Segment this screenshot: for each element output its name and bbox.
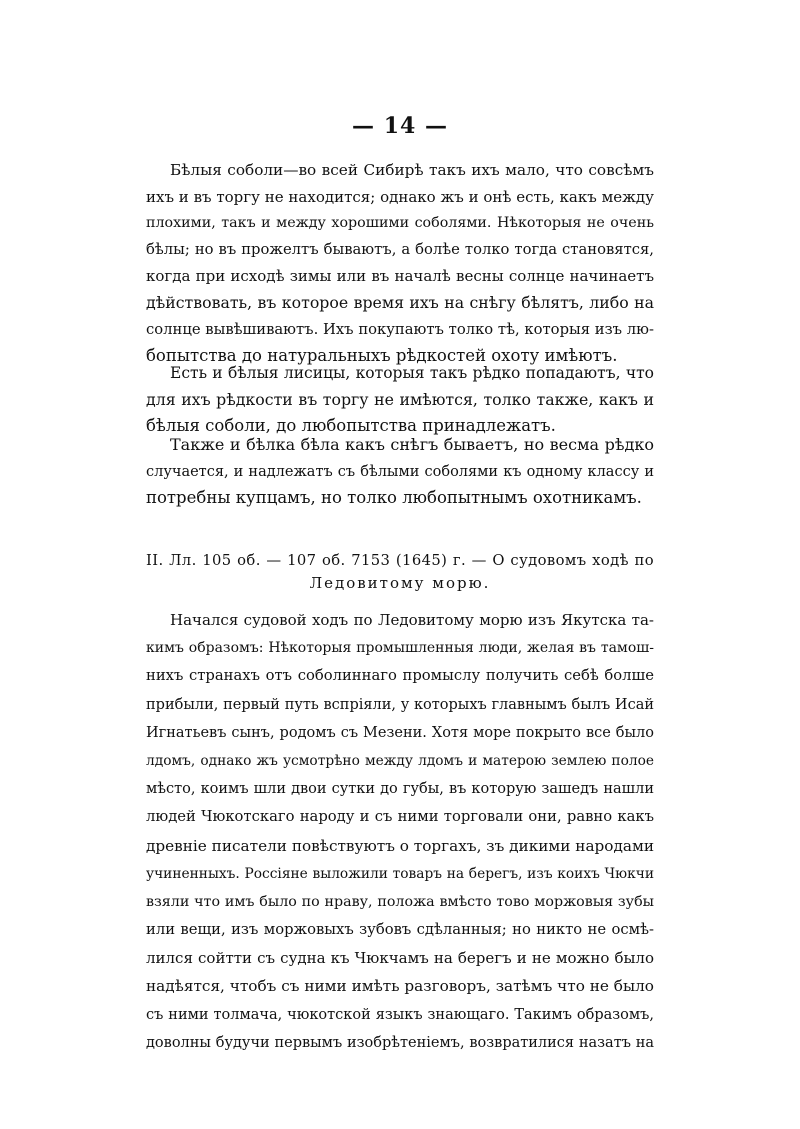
section-heading-line: Ледовитому морю. bbox=[309, 574, 491, 592]
paragraph-line: нихъ странахъ отъ соболиннаго промыслу получить себѣ болше bbox=[146, 667, 654, 685]
paragraph-line: Бѣлыя соболи—во всей Сибирѣ такъ ихъ мало, что совсѣмъ bbox=[170, 161, 654, 179]
paragraph-arctic-voyage bbox=[146, 606, 654, 1057]
paragraph-line: съ ними толмача, чюкотской языкъ знающаго. Такимъ образомъ, bbox=[146, 1006, 654, 1023]
page-number: — 14 — bbox=[352, 113, 448, 139]
paragraph-line: прибыли, первый путь вспріяли, у которыхъ главнымъ былъ Исай bbox=[146, 696, 654, 713]
paragraph-line: учиненныхъ. Россіяне выложили товаръ на берегъ, изъ коихъ Чюкчи bbox=[146, 865, 654, 882]
paragraph-line: плохими, такъ и между хорошими соболями. Нѣкоторыя не очень bbox=[146, 215, 654, 232]
section-heading bbox=[146, 550, 654, 594]
paragraph-line: ихъ и въ торгу не находится; однако жъ и онѣ есть, какъ между bbox=[146, 187, 654, 206]
paragraph-line: для ихъ рѣдкости въ торгу не имѣются, толко также, какъ и bbox=[146, 389, 654, 409]
paragraph-line: случается, и надлежатъ съ бѣлыми соболями къ одному классу и bbox=[146, 463, 654, 480]
paragraph-line: бѣлыя соболи, до любопытства принадлежатъ. bbox=[146, 416, 556, 436]
paragraph-line: людей Чюкотскаго народу и съ ними торговали они, равно какъ bbox=[146, 808, 654, 826]
paragraph-line: Также и бѣлка бѣла какъ снѣгъ бываетъ, но весма рѣдко bbox=[170, 435, 654, 454]
paragraph-line: потребны купцамъ, но толко любопытнымъ охотникамъ. bbox=[146, 488, 642, 508]
paragraph-line: или вещи, изъ моржовыхъ зубовъ сдѣланныя; но никто не осмѣ- bbox=[146, 921, 654, 939]
paragraph-line: бѣлы; но въ прожелтъ бываютъ, а болѣе толко тогда становятся, bbox=[146, 240, 654, 258]
paragraph-line: Игнатьевъ сынъ, родомъ съ Мезени. Хотя море покрыто все было bbox=[146, 724, 654, 741]
paragraph-line: солнце вывѣшиваютъ. Ихъ покупаютъ толко тѣ, которыя изъ лю- bbox=[146, 320, 654, 338]
section-heading-line: II. Лл. 105 об. — 107 об. 7153 (1645) г. — О судовомъ ходѣ по bbox=[146, 552, 654, 569]
paragraph-white-foxes bbox=[146, 360, 654, 440]
paragraph-line: доволны будучи первымъ изобрѣтеніемъ, возвратилися назатъ на bbox=[146, 1034, 654, 1051]
paragraph-line: дѣйствовать, въ которое время ихъ на снѣгу бѣлятъ, либо на bbox=[146, 292, 654, 312]
paragraph-white-sables bbox=[146, 157, 654, 370]
paragraph-white-squirrel bbox=[146, 432, 654, 512]
paragraph-line: лдомъ, однако жъ усмотрѣно между лдомъ и матерою землею полое bbox=[146, 752, 654, 769]
paragraph-line: древніе писатели повѣствуютъ о торгахъ, зъ дикими народами bbox=[146, 836, 654, 855]
paragraph-line: лился сойтти съ судна къ Чюкчамъ на берегъ и не можно было bbox=[146, 949, 654, 968]
paragraph-line: Начался судовой ходъ по Ледовитому морю изъ Якутска та- bbox=[170, 611, 654, 629]
paragraph-line: мѣсто, коимъ шли двои сутки до губы, въ которую зашедъ нашли bbox=[146, 781, 654, 798]
paragraph-line: кимъ образомъ: Нѣкоторыя промышленныя люди, желая въ тамош- bbox=[146, 640, 654, 657]
paragraph-line: надѣятся, чтобъ съ ними имѣть разговоръ, затѣмъ что не было bbox=[146, 977, 654, 996]
paragraph-line: взяли что имъ было по нраву, положа вмѣсто тово моржовыя зубы bbox=[146, 893, 654, 910]
paragraph-line: бопытства до натуральныхъ рѣдкостей охоту имѣютъ. bbox=[146, 346, 618, 366]
paragraph-line: когда при исходѣ зимы или въ началѣ весны солнце начинаетъ bbox=[146, 267, 654, 286]
paragraph-line: Есть и бѣлыя лисицы, которыя такъ рѣдко попадаютъ, что bbox=[170, 364, 654, 382]
